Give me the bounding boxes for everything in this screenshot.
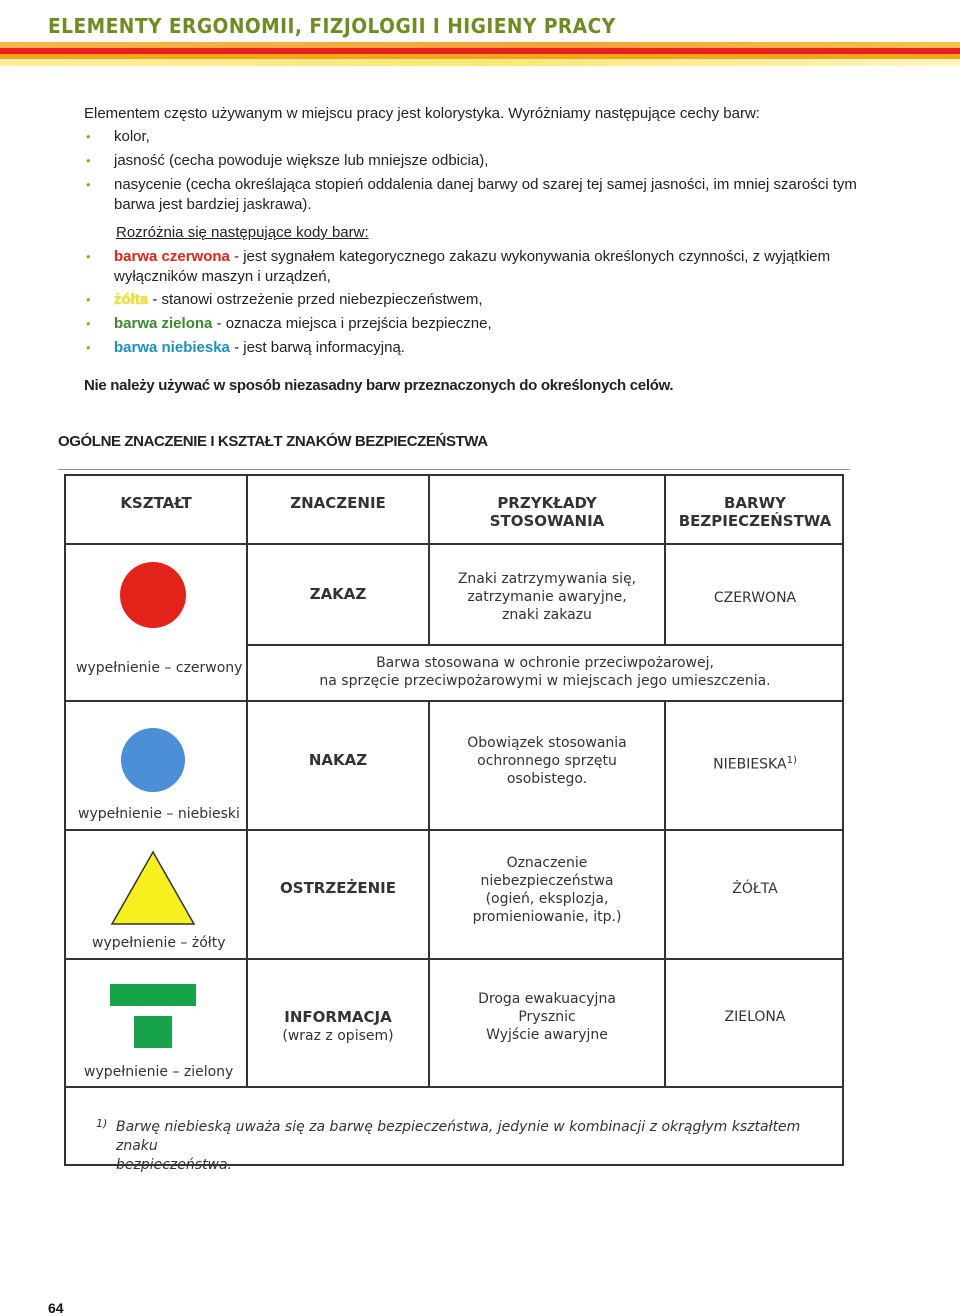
table-rule (66, 700, 842, 702)
examples-info: Droga ewakuacyjna Prysznic Wyjście awaryjne (478, 991, 616, 1043)
meaning-info: INFORMACJA (284, 1008, 392, 1026)
bullet-icon: • (86, 129, 91, 144)
color-yellow: ŻÓŁTA (732, 881, 778, 897)
code-item-yellow (114, 290, 483, 310)
header-meaning: ZNACZENIE (290, 494, 386, 512)
warning-text: Nie należy używać w sposób niezasadny barw przeznaczonych do określonych celów. (84, 377, 674, 394)
page-number: 64 (48, 1300, 64, 1316)
code-desc: - jest barwą informacyjną. (229, 339, 405, 356)
meaning-order: NAKAZ (308, 751, 368, 769)
header-title: ELEMENTY ERGONOMII, FIZJOLOGII I HIGIENY PRACY (48, 14, 616, 38)
header-colors: BARWY BEZPIECZEŃSTWA (678, 494, 832, 530)
bullet-icon: • (86, 316, 91, 331)
code-item-green (114, 314, 492, 334)
red-circle-icon (118, 560, 188, 630)
page-header (0, 0, 960, 68)
blue-circle-icon (119, 726, 187, 794)
color-blue-label: NIEBIESKA (713, 756, 787, 773)
table-rule (66, 958, 842, 960)
feature-item: kolor, (114, 128, 150, 145)
bullet-icon: • (86, 340, 91, 355)
code-item-blue (114, 338, 405, 358)
fill-label: wypełnienie – żółty (92, 935, 226, 951)
code-item-red (114, 247, 830, 267)
bullet-icon: • (86, 177, 91, 192)
feature-item-cont: barwa jest bardziej jaskrawa). (114, 196, 312, 213)
bullet-icon: • (86, 249, 91, 264)
feature-item: nasycenie (cecha określająca stopień oddalenia danej barwy od szarej tej samej jasności, im mniej szarości tym (114, 176, 857, 193)
table-rule (66, 1086, 842, 1088)
footnote-mark: 1) (96, 1117, 108, 1130)
code-term: barwa czerwona (114, 248, 230, 265)
section-title: OGÓLNE ZNACZENIE I KSZTAŁT ZNAKÓW BEZPIECZEŃSTWA (58, 433, 488, 450)
meaning-ban: ZAKAZ (309, 585, 367, 603)
intro-line: Elementem często używanym w miejscu pracy jest kolorystyka. Wyróżniamy następujące cechy barw: (84, 105, 760, 122)
examples-ban: Znaki zatrzymywania się, zatrzymanie awaryjne, znaki zakazu (457, 571, 637, 623)
fill-label: wypełnienie – niebieski (78, 806, 240, 822)
table-rule (246, 644, 842, 646)
code-term: żółta (114, 291, 149, 308)
color-blue (666, 752, 844, 774)
table-rule (246, 476, 248, 1086)
meaning-info-sub: (wraz z opisem) (282, 1028, 394, 1044)
header-shape: KSZTAŁT (120, 494, 192, 512)
fire-note: Barwa stosowana w ochronie przeciwpożarowej, na sprzęcie przeciwpożarowymi w miejscach jego umieszczenia. (319, 655, 771, 689)
bullet-icon: • (86, 292, 91, 307)
code-desc: - oznacza miejsca i przejścia bezpieczne, (212, 315, 492, 332)
green-rectangle-icon (110, 984, 196, 1006)
table-rule (66, 543, 842, 545)
yellow-triangle-icon (110, 850, 196, 926)
code-desc: - jest sygnałem kategorycznego zakazu wykonywania określonych czynności, z wyjątkiem (229, 248, 831, 265)
examples-order: Obowiązek stosowania ochronnego sprzętu osobistego. (467, 735, 627, 787)
fill-label: wypełnienie – zielony (84, 1064, 234, 1080)
codes-heading: Rozróżnia się następujące kody barw: (116, 224, 369, 241)
bullet-icon: • (86, 153, 91, 168)
footnote-text: Barwę niebieską uważa się za barwę bezpieczeństwa, jedynie w kombinacji z okrągłym kształtem znaku bezpieczeństwa. (116, 1119, 801, 1173)
color-red: CZERWONA (713, 590, 797, 606)
footnote-ref: 1) (786, 755, 797, 766)
examples-warning: Oznaczenie niebezpieczeństwa (ogień, eksplozja, promieniowanie, itp.) (472, 855, 622, 925)
header-stripe (0, 59, 960, 66)
divider (58, 469, 850, 470)
color-green: ZIELONA (724, 1009, 786, 1025)
meaning-warning: OSTRZEŻENIE (280, 879, 396, 897)
code-desc: - stanowi ostrzeżenie przed niebezpieczeństwem, (148, 291, 483, 308)
green-square-icon (134, 1016, 172, 1048)
code-term: barwa zielona (114, 315, 213, 332)
feature-item: jasność (cecha powoduje większe lub mniejsze odbicia), (114, 152, 489, 169)
header-examples: PRZYKŁADY STOSOWANIA (489, 494, 605, 530)
code-term: barwa niebieska (114, 339, 230, 356)
table-rule (66, 829, 842, 831)
safety-signs-table (64, 474, 844, 1173)
fill-label: wypełnienie – czerwony (76, 660, 243, 676)
code-item-red-cont: wyłączników maszyn i urządzeń, (114, 268, 331, 285)
